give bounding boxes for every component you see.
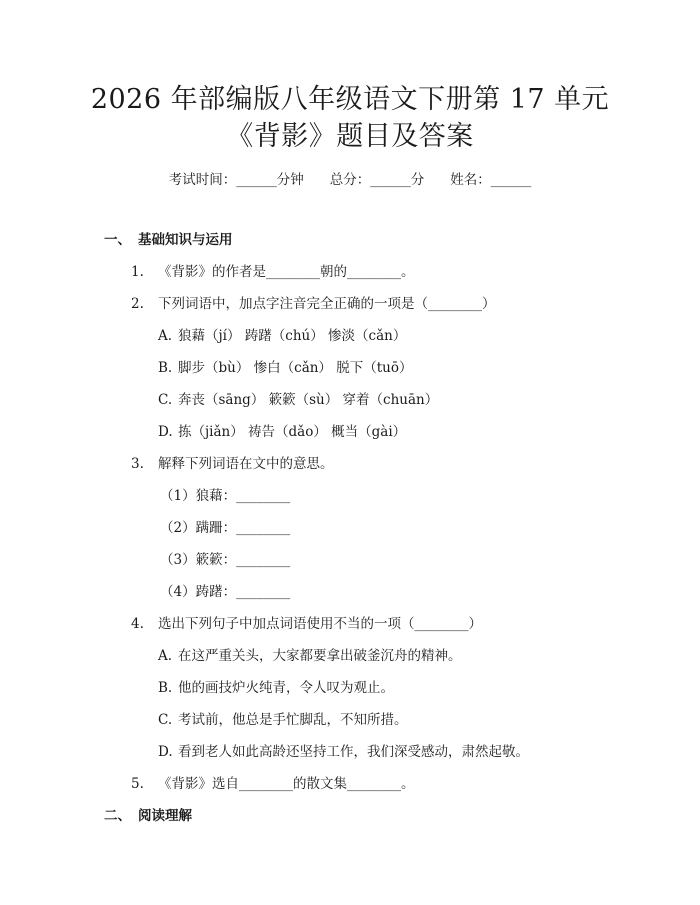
option-letter: A. <box>158 328 173 344</box>
section-number: 一、 <box>104 232 131 248</box>
option-item <box>158 326 406 346</box>
sub-question: （1）狼藉：________ <box>160 488 291 504</box>
option-letter: D. <box>158 424 173 440</box>
option-text: 狼藉（jí） 踌躇（chú） 惨淡（cǎn） <box>178 328 407 344</box>
option-text: 看到老人如此高龄还坚持工作，我们深受感动，肃然起敬。 <box>178 744 529 760</box>
option-item <box>158 390 438 410</box>
document-title-line2: 《背影》题目及答案 <box>226 121 474 152</box>
exam-score: 总分：______分 <box>329 172 425 188</box>
option-item <box>158 742 529 762</box>
question-text: 下列词语中，加点字注音完全正确的一项是（________） <box>158 296 496 312</box>
option-letter: C. <box>158 712 173 728</box>
question-item <box>131 262 415 282</box>
sub-question: （4）踌躇：________ <box>160 584 291 600</box>
option-text: 脚步（bù） 惨白（cǎn） 脱下（tuō） <box>178 360 413 376</box>
option-item <box>158 358 412 378</box>
question-text: 《背影》的作者是________朝的________。 <box>158 264 415 280</box>
student-name: 姓名：______ <box>450 172 532 188</box>
question-text: 选出下列句子中加点词语使用不当的一项（________） <box>158 616 482 632</box>
option-letter: A. <box>158 648 173 664</box>
option-item <box>158 678 394 698</box>
option-text: 拣（jiǎn） 祷告（dǎo） 概当（gài） <box>178 424 407 440</box>
option-item <box>158 422 406 442</box>
question-item <box>131 614 482 634</box>
option-letter: D. <box>158 744 173 760</box>
question-item <box>131 454 334 474</box>
document-title-line1: 2026 年部编版八年级语文下册第 17 单元 <box>90 84 610 115</box>
question-text: 解释下列词语在文中的意思。 <box>158 456 334 472</box>
question-number: 2. <box>131 296 144 312</box>
option-text: 考试前，他总是手忙脚乱，不知所措。 <box>178 712 408 728</box>
section-heading <box>104 806 192 826</box>
exam-meta <box>0 170 700 190</box>
sub-question: （3）簌簌：________ <box>160 552 291 568</box>
exam-time: 考试时间：______分钟 <box>168 172 304 188</box>
sub-question: （2）蹒跚：________ <box>160 520 291 536</box>
option-text: 在这严重关头，大家都要拿出破釜沉舟的精神。 <box>178 648 462 664</box>
question-number: 3. <box>131 456 144 472</box>
question-number: 1. <box>131 264 144 280</box>
question-number: 4. <box>131 616 144 632</box>
section-heading <box>104 230 233 250</box>
question-text: 《背影》选自________的散文集________。 <box>158 776 415 792</box>
question-item <box>131 294 496 314</box>
section-title: 基础知识与运用 <box>138 232 233 248</box>
option-text: 奔丧（sāng） 簌簌（sù） 穿着（chuān） <box>178 392 439 408</box>
option-letter: C. <box>158 392 173 408</box>
question-number: 5. <box>131 776 144 792</box>
option-letter: B. <box>158 680 173 696</box>
option-text: 他的画技炉火纯青，令人叹为观止。 <box>178 680 394 696</box>
option-letter: B. <box>158 360 173 376</box>
option-item <box>158 710 408 730</box>
section-title: 阅读理解 <box>138 808 192 824</box>
section-number: 二、 <box>104 808 131 824</box>
question-item <box>131 774 415 794</box>
option-item <box>158 646 462 666</box>
